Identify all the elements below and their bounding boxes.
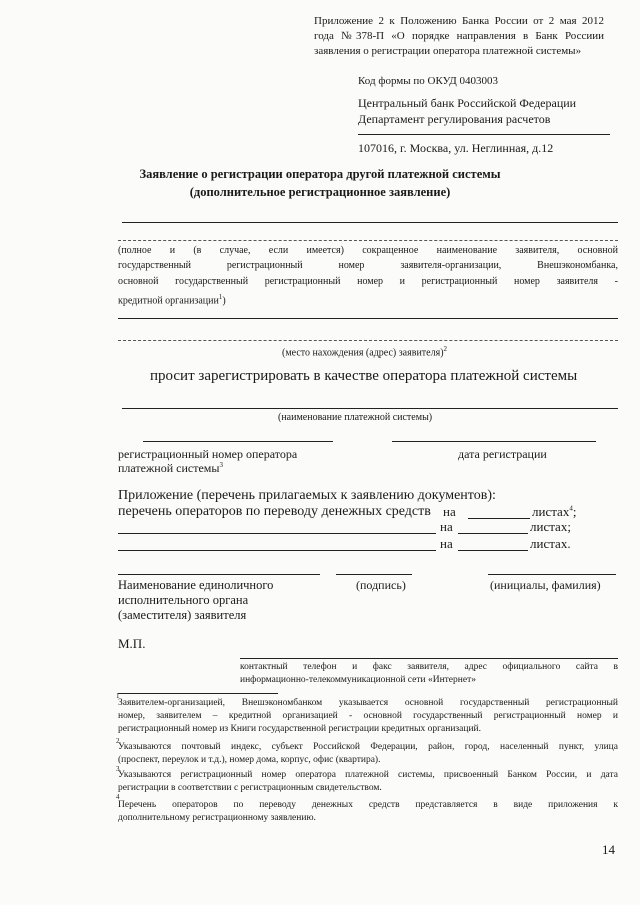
page-number: 14 — [602, 842, 615, 857]
contacts-hint-line-1: контактный телефон и факс заявителя, адрес официального сайта в — [240, 662, 618, 672]
request-text: просит зарегистрировать в качестве оператора платежной системы — [150, 368, 578, 384]
signature-field-line[interactable] — [336, 574, 412, 575]
reg-date-label: дата регистрации — [458, 447, 547, 461]
address-hint: (место нахождения (адрес) заявителя)$^2$ — [282, 345, 448, 359]
reg-number-label-1: регистрационный номер оператора — [118, 447, 298, 461]
footnote-separator — [118, 693, 278, 694]
footnote-3-line-1: Указываются регистрационный номер оператора платежной системы, присвоенный Банком России, и дата — [118, 770, 618, 780]
sheets-label-3: листах. — [530, 536, 571, 551]
sheets-count-field-2[interactable] — [458, 533, 528, 534]
contacts-hint-line-2: информационно-телекоммуникационной сети «Интернет» — [240, 675, 476, 685]
reg-date-field-line[interactable] — [392, 441, 596, 442]
footnote-4-line-1: Перечень операторов по переводу денежных средств представляется в виде приложения к — [118, 800, 618, 810]
on-label-2: на — [440, 519, 453, 534]
footnote-1-line-1: Заявителем-организацией, Внешэкономбанком указывается основной государственный регистрационный — [118, 698, 618, 708]
recipient-bank: Центральный банк Российской Федерации — [358, 96, 577, 110]
footnote-1-line-3: регистрационный номер из Книги государственной регистрации кредитных организаций. — [118, 724, 482, 734]
footnote-2-line-2: (проспект, переулок и т.д.), номер дома, корпус, офис (квартира). — [118, 755, 381, 765]
signer-name-field-line[interactable] — [488, 574, 616, 575]
recipient-department: Департамент регулирования расчетов — [358, 112, 551, 126]
signer-role-line-1: Наименование единоличного — [118, 578, 274, 592]
sheets-count-field-1[interactable] — [468, 518, 530, 519]
system-name-field-line[interactable] — [122, 408, 618, 409]
form-title-line-2: (дополнительное регистрационное заявление) — [189, 185, 451, 199]
sheets-count-field-3[interactable] — [458, 550, 528, 551]
okud-code: Код формы по ОКУД 0403003 — [358, 75, 499, 87]
footnote-mark-2: 2 — [116, 737, 120, 745]
sheets-label-1: листах$^4$; — [532, 504, 577, 519]
footnote-3-line-2: регистрации в соответствии с регистрационным свидетельством. — [118, 783, 382, 793]
appendix-line-1: Приложение 2 к Положению Банка России от 2 мая 2012 — [314, 15, 604, 27]
sheets-label-2: листах; — [530, 519, 571, 534]
reg-number-field-line[interactable] — [143, 441, 333, 442]
applicant-hint-line-1: (полное и (в случае, если имеется) сокращенное наименование заявителя, основной — [118, 245, 618, 256]
attachments-heading: Приложение (перечень прилагаемых к заявлению документов): — [118, 488, 496, 503]
attachment-item-1: перечень операторов по переводу денежных средств — [118, 504, 431, 519]
applicant-hint-line-3: основной государственный регистрационный номер и регистрационный номер заявителя - — [118, 276, 618, 287]
address-field-line-1[interactable] — [118, 318, 618, 319]
address-field-line-2[interactable] — [118, 340, 618, 341]
applicant-hint-line-2: государственный регистрационный номер заявителя-организации, Внешэкономбанка, — [118, 260, 618, 271]
applicant-name-field-line[interactable] — [122, 222, 618, 223]
footnote-mark-4: 4 — [116, 793, 120, 801]
signature-hint: (подпись) — [356, 578, 406, 592]
applicant-hint-line-4: кредитной организации$^1$) — [118, 293, 226, 307]
applicant-name-field-line-2[interactable] — [118, 240, 618, 241]
appendix-line-2: года №378-П «О порядке направления в Банк Россиии — [314, 30, 604, 42]
footnote-2-line-1: Указываются почтовый индекс, субъект Российской Федерации, район, город, населенный пункт, улица — [118, 742, 618, 752]
footnote-4-line-2: дополнительному регистрационному заявлению. — [118, 813, 316, 823]
signer-role-line-3: (заместителя) заявителя — [118, 608, 247, 622]
recipient-address: 107016, г. Москва, ул. Неглинная, д.12 — [358, 141, 554, 155]
signer-name-hint: (инициалы, фамилия) — [490, 578, 601, 592]
attachment-item-3-field[interactable] — [118, 550, 436, 551]
on-label-3: на — [440, 536, 453, 551]
appendix-line-3: заявления о регистрации оператора платежной системы» — [314, 45, 582, 57]
footnote-mark-3: 3 — [116, 765, 120, 773]
reg-number-label-2: платежной системы$^3$ — [118, 461, 223, 475]
footnote-mark-1: 1 — [116, 692, 120, 700]
attachment-item-2-field[interactable] — [118, 533, 436, 534]
signer-role-line-2: исполнительного органа — [118, 593, 249, 607]
signer-role-field-line[interactable] — [118, 574, 320, 575]
footnote-1-line-2: номер, заявителем – кредитной организацией - основной государственный регистрационный номер и — [118, 711, 618, 721]
system-name-hint: (наименование платежной системы) — [278, 412, 433, 423]
form-title-line-1: Заявление о регистрации оператора другой платежной системы — [139, 167, 501, 181]
contacts-field-line[interactable] — [240, 658, 618, 659]
header-rule — [358, 134, 610, 135]
on-label-1: на — [443, 504, 456, 519]
seal-place-label: М.П. — [118, 636, 146, 651]
